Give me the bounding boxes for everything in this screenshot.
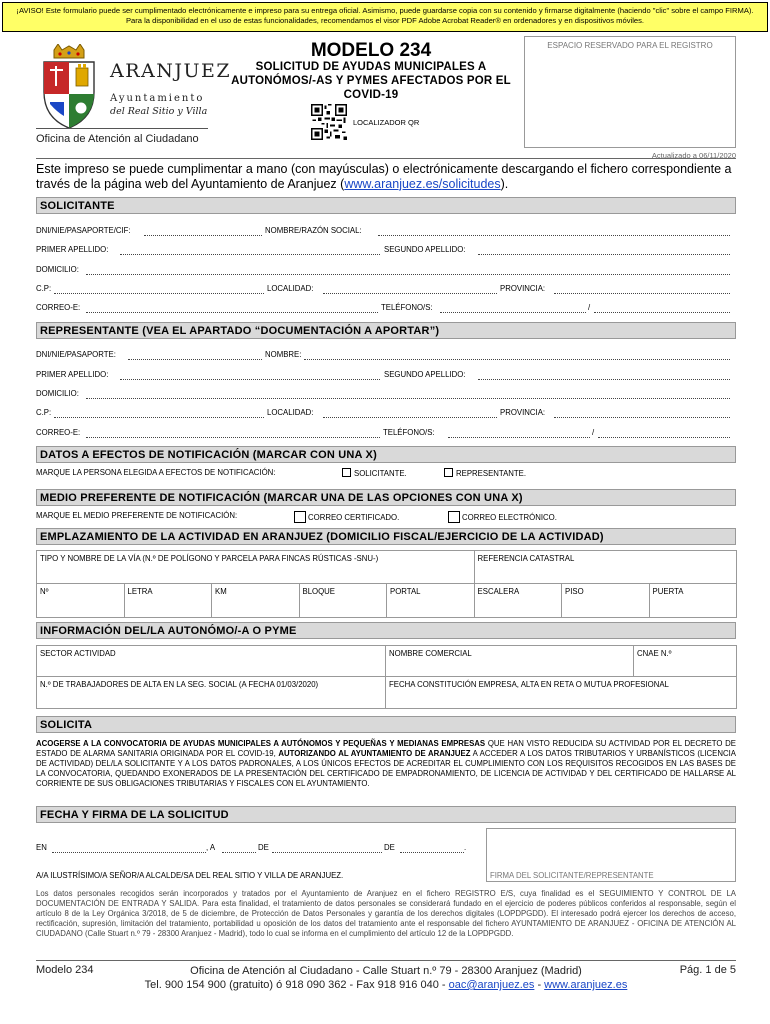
label: CORREO-E: <box>36 303 81 312</box>
label: SEGUNDO APELLIDO: <box>384 370 466 379</box>
label: TELÉFONO/S: <box>381 303 433 312</box>
option-label: CORREO CERTIFICADO. <box>308 513 400 522</box>
correo-field[interactable] <box>86 312 378 313</box>
label: C.P: <box>36 284 52 293</box>
solicitudes-link[interactable]: www.aranjuez.es/solicitudes <box>344 176 501 191</box>
lugar-field[interactable] <box>52 852 206 853</box>
brand-name: ARANJUEZ <box>110 60 232 82</box>
solicita-bold-1: ACOGERSE A LA CONVOCATORIA DE AYUDAS MUNICIPALES A AUTÓNOMOS Y PEQUEÑAS Y MEDIANAS EMPRESAS <box>36 739 486 748</box>
escalera-field[interactable]: ESCALERA <box>474 584 562 618</box>
option-correo-certificado[interactable] <box>294 511 399 523</box>
puerta-field[interactable]: PUERTA <box>649 584 737 618</box>
section-pyme: INFORMACIÓN DEL/LA AUTONÓMO/-A O PYME <box>36 622 736 639</box>
label: MARQUE LA PERSONA ELEGIDA A EFECTOS DE NOTIFICACIÓN: <box>36 468 276 477</box>
footer-model: Modelo 234 <box>36 964 94 976</box>
footer-phone-text: Tel. 900 154 900 (gratuito) ó 918 090 362 - Fax 918 916 040 - <box>144 979 449 991</box>
option-label: REPRESENTANTE. <box>456 469 527 478</box>
rep-nombre-field[interactable] <box>304 359 730 360</box>
section-solicita: SOLICITA <box>36 716 736 733</box>
cnae-field[interactable]: CNAE N.º <box>634 646 737 677</box>
piso-field[interactable]: PISO <box>562 584 650 618</box>
telefono2-field[interactable] <box>594 312 730 313</box>
solicitante-row-2 <box>36 245 736 257</box>
label: DNI/NIE/PASAPORTE/CIF: <box>36 226 131 235</box>
section-solicitante: SOLICITANTE <box>36 197 736 214</box>
option-label: SOLICITANTE. <box>354 469 407 478</box>
intro-end: ). <box>500 176 509 191</box>
representante-row-1 <box>36 350 736 362</box>
nombre-field[interactable] <box>378 235 730 236</box>
solicita-text <box>36 739 736 789</box>
constitucion-field[interactable]: FECHA CONSTITUCIÓN EMPRESA, ALTA EN RETA O MUTUA PROFESIONAL <box>386 677 737 709</box>
separator: / <box>588 303 591 312</box>
mes-field[interactable] <box>272 852 382 853</box>
page-number: Pág. 1 de 5 <box>679 964 736 976</box>
representante-row-3 <box>36 389 736 401</box>
qr-label: LOCALIZADOR QR <box>353 118 420 127</box>
checkbox-solicitante[interactable] <box>342 468 351 477</box>
option-solicitante[interactable] <box>342 468 407 478</box>
email-link[interactable]: oac@aranjuez.es <box>448 979 535 991</box>
signature-label: FIRMA DEL SOLICITANTE/REPRESENTANTE <box>490 871 654 880</box>
label: PROVINCIA: <box>500 408 546 417</box>
label: LOCALIDAD: <box>267 284 314 293</box>
divider <box>36 158 736 159</box>
representante-row-2 <box>36 370 736 382</box>
registry-box: ESPACIO RESERVADO PARA EL REGISTRO <box>524 36 736 148</box>
label: DE <box>258 843 269 852</box>
provincia-field[interactable] <box>554 293 730 294</box>
emplazamiento-table <box>36 550 737 618</box>
bloque-field[interactable]: BLOQUE <box>299 584 387 618</box>
intro-body: Este impreso se puede cumplimentar a mano (con mayúsculas) o electrónicamente descargando el fichero correspondiente a través de la página web del Ayuntamiento de Aranjuez ( <box>36 162 732 191</box>
apellido1-field[interactable] <box>120 254 380 255</box>
office-name: Oficina de Atención al Ciudadano <box>36 133 199 145</box>
localidad-field[interactable] <box>323 293 497 294</box>
label: DOMICILIO: <box>36 265 79 274</box>
brand-line-1: Ayuntamiento <box>110 93 205 104</box>
label: DOMICILIO: <box>36 389 79 398</box>
solicita-body-2: A ACCEDER A LOS DATOS TRIBUTARIOS Y URBANÍSTICOS (LICENCIA DE ACTIVIDAD) DEL/LA SOLICITANTE Y A LOS DATOS PADRONALES, A LOS ÚNICOS EFECTOS DE ACREDITAR EL CUMPLIMIENTO CON LOS REQUISITOS RECOGIDOS EN LAS BASES DE LA CONVOCATORIA, QUEDANDO EXONERADOS DE LA PRESENTACIÓN DEL CERTIFICADO DE EMPADRONAMIENTO, DE LICENCIA DE ACTIVIDAD Y DEL CERTIFICADO DE HALLARSE AL CORRIENTE DE SUS OBLIGACIONES TRIBUTARIAS Y FISCALES CON EL AYUNTAMIENTO. <box>36 749 736 788</box>
form-subtitle: SOLICITUD DE AYUDAS MUNICIPALES A AUTONÓMOS/-AS Y PYMES AFECTADOS POR EL COVID-19 <box>231 61 511 101</box>
website-link[interactable]: www.aranjuez.es <box>544 979 628 991</box>
option-correo-electronico[interactable] <box>448 511 557 523</box>
label: PRIMER APELLIDO: <box>36 370 109 379</box>
label: CORREO-E: <box>36 428 81 437</box>
rep-provincia-field[interactable] <box>554 417 730 418</box>
section-medio: MEDIO PREFERENTE DE NOTIFICACIÓN (MARCAR UNA DE LAS OPCIONES CON UNA X) <box>36 489 736 506</box>
solicitante-row-1 <box>36 226 736 238</box>
divider <box>36 960 736 961</box>
representante-row-5 <box>36 428 736 440</box>
rep-telefono2-field[interactable] <box>598 437 730 438</box>
rep-apellido2-field[interactable] <box>478 379 730 380</box>
checkbox-representante[interactable] <box>444 468 453 477</box>
qr-code-icon[interactable] <box>311 104 347 140</box>
label: DNI/NIE/PASAPORTE: <box>36 350 116 359</box>
dni-field[interactable] <box>144 235 262 236</box>
label: PROVINCIA: <box>500 284 546 293</box>
rep-cp-field[interactable] <box>54 417 264 418</box>
label: C.P: <box>36 408 52 417</box>
footer-phones <box>36 978 736 992</box>
sector-field[interactable]: SECTOR ACTIVIDAD <box>37 646 386 677</box>
footer-contact <box>36 964 736 992</box>
rep-apellido1-field[interactable] <box>120 379 380 380</box>
apellido2-field[interactable] <box>478 254 730 255</box>
domicilio-field[interactable] <box>86 274 730 275</box>
representante-row-4 <box>36 408 736 420</box>
label: NOMBRE: <box>265 350 302 359</box>
via-field[interactable]: TIPO Y NOMBRE DE LA VÍA (N.º DE POLÍGONO Y PARCELA PARA FINCAS RÚSTICAS -SNU-) <box>37 551 475 584</box>
checkbox-correo-certificado[interactable] <box>294 511 306 523</box>
label: PRIMER APELLIDO: <box>36 245 109 254</box>
rep-telefono1-field[interactable] <box>448 437 590 438</box>
km-field[interactable]: KM <box>212 584 300 618</box>
updated-date: Actualizado a 06/11/2020 <box>651 151 736 160</box>
option-label: CORREO ELECTRÓNICO. <box>462 513 557 522</box>
form-title: MODELO 234 <box>310 40 432 61</box>
label: , A <box>206 843 216 852</box>
anio-field[interactable] <box>400 852 464 853</box>
section-representante: REPRESENTANTE (VEA EL APARTADO “DOCUMENTACIÓN A APORTAR”) <box>36 322 736 339</box>
brand-line-2: del Real Sitio y Villa <box>110 106 208 117</box>
addressee-text: A/A ILUSTRÍSIMO/A SEÑOR/A ALCALDE/SA DEL REAL SITIO Y VILLA DE ARANJUEZ. <box>36 871 344 880</box>
divider <box>36 128 208 129</box>
solicita-bold-2: AUTORIZANDO AL AYUNTAMIENTO DE ARANJUEZ <box>278 749 471 758</box>
portal-field[interactable]: PORTAL <box>387 584 475 618</box>
footer-separator: - <box>534 979 545 991</box>
legal-text: Los datos personales recogidos serán incorporados y tratados por el Ayuntamiento de Aranjuez en el fichero REGISTRO E/S, cuya finalidad es el SEGUIMIENTO Y CONTROL DE LA DOCUMENTACIÓN DE ENTRADA Y SALIDA. Para esta finalidad, el tratamiento de datos personales se considerará fundado en el ejercicio de poderes públicos conferidos al responsable, según el artículo 8 de la Ley Orgánica 3/2018, de 5 de diciembre, de Protección de Datos Personales y garantía de los derechos digitales (LOPDPGDD). El interesado podrá ejercer los derechos de acceso, rectificación, supresión, limitación del tratamiento, portabilidad u oposición de los datos del tratamiento ante el responsable del fichero AYUNTAMIENTO DE ARANJUEZ - OFICINA DE ATENCIÓN AL CIUDADANO (Calle Stuart n.º 79 - 28300 Aranjuez - Madrid), todo lo cual se informa en el cumplimiento del artículo 12 de la LOPDPGDD. <box>36 889 736 938</box>
solicita-body-1: QUE HAN VISTO REDUCIDA SU ACTIVIDAD POR EL DECRETO DE ESTADO DE ALARMA SANITARIA ORIGINADA POR EL COVID-19, <box>36 739 737 758</box>
label: TELÉFONO/S: <box>383 428 435 437</box>
rep-domicilio-field[interactable] <box>86 398 730 399</box>
rep-correo-field[interactable] <box>86 437 380 438</box>
medio-row <box>36 511 736 523</box>
trabajadores-field[interactable]: N.º DE TRABAJADORES DE ALTA EN LA SEG. SOCIAL (A FECHA 01/03/2020) <box>37 677 386 709</box>
dia-field[interactable] <box>222 852 256 853</box>
section-emplazamiento: EMPLAZAMIENTO DE LA ACTIVIDAD EN ARANJUEZ (DOMICILIO FISCAL/EJERCICIO DE LA ACTIVIDAD) <box>36 528 736 545</box>
label: SEGUNDO APELLIDO: <box>384 245 466 254</box>
coat-of-arms-logo <box>36 44 102 130</box>
catastral-field[interactable]: REFERENCIA CATASTRAL <box>474 551 737 584</box>
pyme-table <box>36 645 737 709</box>
solicitante-row-4 <box>36 284 736 296</box>
cp-field[interactable] <box>54 293 264 294</box>
label: DE <box>384 843 395 852</box>
numero-field[interactable]: Nº <box>37 584 125 618</box>
checkbox-correo-electronico[interactable] <box>448 511 460 523</box>
label: EN <box>36 843 47 852</box>
warning-notice: ¡AVISO! Este formulario puede ser cumplimentado electrónicamente e impreso para su entrega oficial. Asimismo, puede guardarse copia con su contenido y firmarse digitalmente (haciendo "clic" sobre el campo FIRMA). Para la disponibilidad en el uso de estas funcionalidades, recomendamos el visor PDF Adobe Acrobat Reader® en ordenadores y en dispositivos móviles. <box>2 2 768 32</box>
solicitante-row-5 <box>36 303 736 315</box>
label: LOCALIDAD: <box>267 408 314 417</box>
label: . <box>464 843 467 852</box>
comercial-field[interactable]: NOMBRE COMERCIAL <box>386 646 634 677</box>
option-representante[interactable] <box>444 468 526 478</box>
rep-localidad-field[interactable] <box>323 417 497 418</box>
section-notificacion: DATOS A EFECTOS DE NOTIFICACIÓN (MARCAR CON UNA X) <box>36 446 736 463</box>
rep-dni-field[interactable] <box>128 359 262 360</box>
footer-address: Oficina de Atención al Ciudadano - Calle Stuart n.º 79 - 28300 Aranjuez (Madrid) <box>190 965 582 977</box>
label: NOMBRE/RAZÓN SOCIAL: <box>265 226 362 235</box>
solicitante-row-3 <box>36 265 736 277</box>
telefono1-field[interactable] <box>440 312 586 313</box>
separator: / <box>592 428 595 437</box>
section-firma: FECHA Y FIRMA DE LA SOLICITUD <box>36 806 736 823</box>
intro-text <box>36 162 736 191</box>
label: MARQUE EL MEDIO PREFERENTE DE NOTIFICACIÓN: <box>36 511 238 520</box>
letra-field[interactable]: LETRA <box>124 584 212 618</box>
notificacion-row <box>36 468 736 480</box>
